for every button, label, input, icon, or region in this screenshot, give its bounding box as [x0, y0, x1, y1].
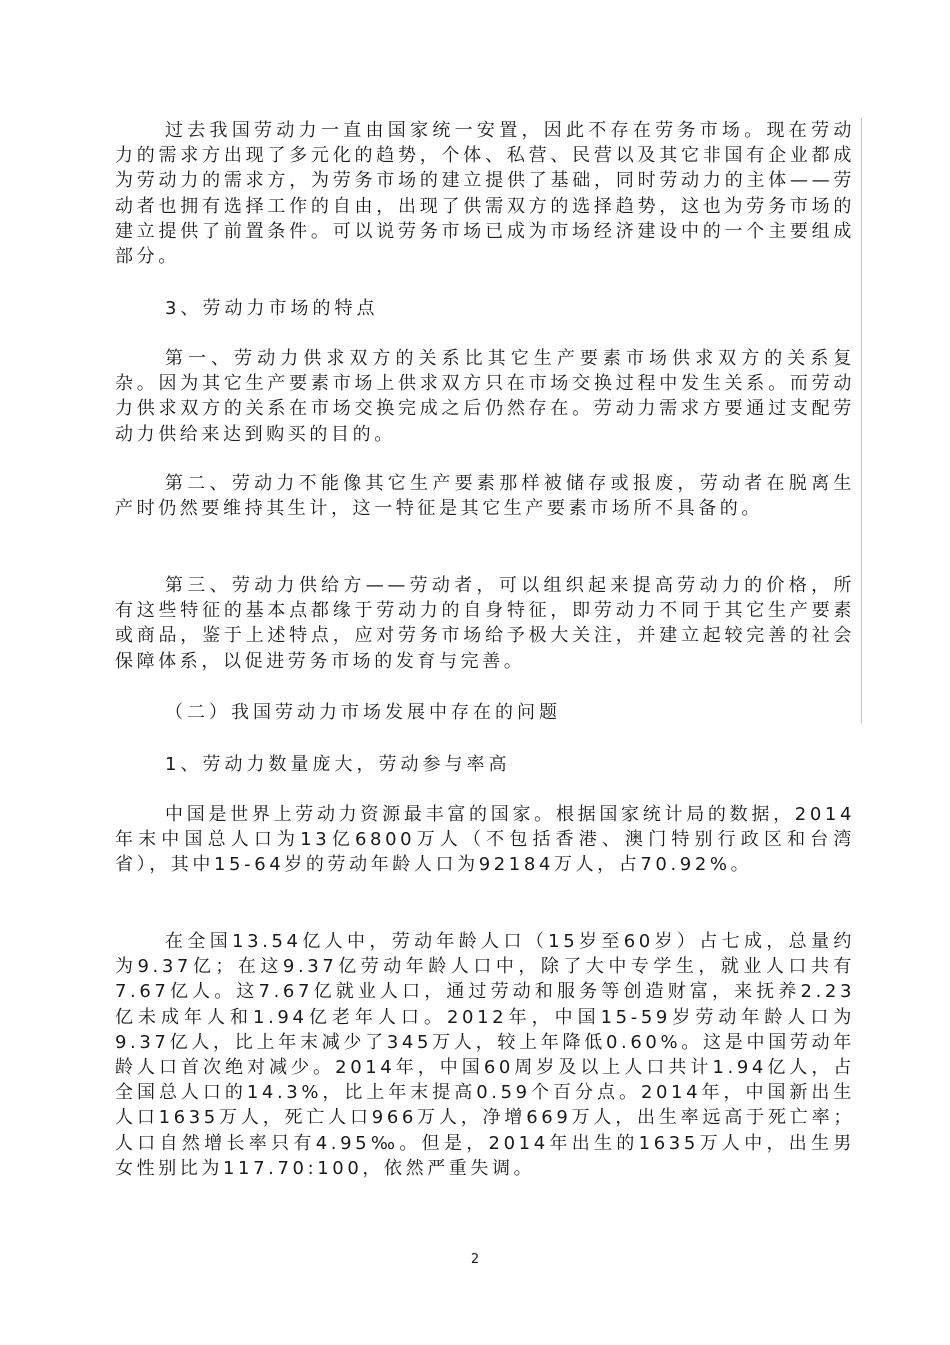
paragraph-population-statistics: 在全国13.54亿人中，劳动年龄人口（15岁至60岁）占七成，总量约为9.37亿；在这9.37亿劳动年龄人口中，除了大中专学生，就业人口共有7.67亿人。这7.67亿就业人口，通过劳动和服务等创造财富，来抚养2.23亿未成年人和1.94亿老年人口。2012年，中国15-59岁劳动年龄人口为9.37亿人，比上年末减少了345万人，较上年降低0.60%。这是中国劳动年龄人口首次绝对减少。2014年，中国60周岁及以上人口共计1.94亿人，占全国总人口的14.3%，比上年末提高0.59个百分点。2014年，中国新出生人口1635万人，死亡人口966万人，净增669万人，出生率远高于死亡率；人口自然增长率只有4.95‰。但是，2014年出生的1635万人中，出生男女性别比为117.70:100，依然严重失调。: [115, 931, 855, 1179]
page-number: 2: [470, 1252, 480, 1267]
margin-rule: [861, 118, 862, 724]
subsection-heading-labor-quantity: 1、劳动力数量庞大，劳动参与率高: [165, 754, 511, 775]
section-heading-market-features: 3、劳动力市场的特点: [165, 298, 379, 319]
paragraph-feature-two: 第二、劳动力不能像其它生产要素那样被储存或报废，劳动者在脱离生产时仍然要维持其生计，这一特征是其它生产要素市场所不具备的。: [115, 473, 855, 520]
paragraph-feature-three: 第三、劳动力供给方——劳动者，可以组织起来提高劳动力的价格，所有这些特征的基本点都缘于劳动力的自身特征，即劳动力不同于其它生产要素或商品，鉴于上述特点，应对劳务市场给予极大关注，并建立起较完善的社会保障体系，以促进劳务市场的发育与完善。: [115, 575, 855, 672]
section-heading-problems: （二）我国劳动力市场发展中存在的问题: [165, 702, 561, 723]
paragraph-feature-one: 第一、劳动力供求双方的关系比其它生产要素市场供求双方的关系复杂。因为其它生产要素市场上供求双方只在市场交换过程中发生关系。而劳动力供求双方的关系在市场交换完成之后仍然存在。劳动力需求方要通过支配劳动力供给来达到购买的目的。: [115, 348, 855, 445]
paragraph-labor-resources: 中国是世界上劳动力资源最丰富的国家。根据国家统计局的数据，2014年末中国总人口为13亿6800万人（不包括香港、澳门特别行政区和台湾省），其中15-64岁的劳动年龄人口为92184万人，占70.92%。: [115, 804, 855, 876]
paragraph-labor-market-background: 过去我国劳动力一直由国家统一安置，因此不存在劳务市场。现在劳动力的需求方出现了多元化的趋势，个体、私营、民营以及其它非国有企业都成为劳动力的需求方，为劳务市场的建立提供了基础，同时劳动力的主体——劳动者也拥有选择工作的自由，出现了供需双方的选择趋势，这也为劳务市场的建立提供了前置条件。可以说劳务市场已成为市场经济建设中的一个主要组成部分。: [115, 120, 855, 268]
